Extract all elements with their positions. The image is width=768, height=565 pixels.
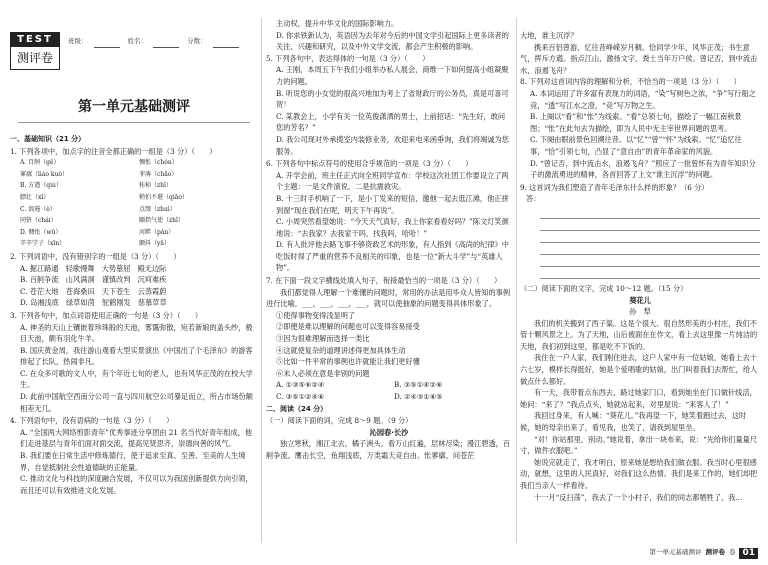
- q1-opt-d1[interactable]: D. 惆怅（wǔ）: [20, 228, 62, 236]
- article-para-7: 十一月“反扫荡”，我去了一个小村子，我们的同志都牺牲了，我...: [534, 492, 743, 502]
- q1-stem: 1. 下列各项中，加点字的注音全都正确的一组是（3 分）（ ）: [10, 146, 217, 156]
- question-7: [266, 275, 512, 403]
- q6-opt-d[interactable]: D. 有人批评他去路飞事不够资政艺术的形象，有人指到《高尚的纪律》中吃饭时得了严重的营养不良相关的印象，也是一位“新大斗学”与“英雄人物”。: [276, 240, 509, 273]
- q2-opt-c[interactable]: C. 苍茫大地 苍海桑田 天下苍生 云蒸霞蔚: [20, 286, 167, 296]
- q5-stem: 5. 下列各句中，表达得体的一句是（3 分）（ ）: [266, 53, 430, 63]
- q7-opt-a[interactable]: A. ①③⑤⑥②④: [276, 380, 325, 390]
- q1-opt-c2: 点缀（zhuì）: [139, 205, 176, 213]
- column-divider-2: [516, 18, 517, 543]
- q1-opt-d3: 辛辛学子（xīn）: [20, 240, 66, 248]
- q1-opt-c3: 同侪（chái）: [20, 217, 57, 225]
- q7-opt-d[interactable]: D. ②④③①⑥⑤: [394, 392, 443, 401]
- q2-stem: 2. 下列词语中，没有错别字的一组是（3 分）（ ）: [10, 251, 181, 261]
- q3-opt-c[interactable]: C. 在众多可歌的文人中，有个年近七旬的老人，也有风华正茂的在校大学生。: [20, 368, 253, 390]
- q2-opt-b[interactable]: B. 百舸争流 山风满洞 谨慎改判 沉疴难疾: [20, 275, 167, 285]
- question-8: [520, 76, 760, 180]
- q6-opt-b[interactable]: B. 十三时手机响了一下，是小丁发来的短信，邀他一起去逛江滩，他正拼到窗“现在我们在呢，明天下午再说”。: [276, 193, 509, 215]
- q1-opt-c1[interactable]: C. 浪遏（è）: [20, 205, 56, 213]
- q6-opt-a[interactable]: A. 开学会前，班主任正式向全班同学宣布：学校这次社团工作要设立了两个主题：一是文件演说，二是抗震救灾。: [276, 170, 509, 192]
- q1-opt-a1[interactable]: A. 百舸（gě）: [20, 159, 60, 167]
- q8-opt-a[interactable]: A. 本词运用了许多富有表现力的词语，“染”写树色之浓，“争”写行船之竞，“透”写江水之澄，“竞”写万物之生。: [530, 88, 756, 110]
- q3-stem: 3. 下列各句中，加点词语使用正确的一句是（3 分）（ ）: [10, 310, 203, 320]
- score-field-line[interactable]: [213, 40, 239, 48]
- question-9: [520, 182, 760, 279]
- q7-item-6: ⑥未人必须在意是非别的问题: [276, 368, 370, 378]
- question-5: [266, 53, 512, 157]
- q9-answer-label: 答：: [526, 194, 541, 204]
- student-info-row: [68, 36, 245, 48]
- q2-opt-a[interactable]: A. 掘江路通 轻歌慢舞 大势墓屈 殿无边际: [20, 263, 167, 273]
- q5-opt-a[interactable]: A. 王刚，本周五下午我们小组举办私人展会，商维一下如何提高小组凝聚力的问题。: [276, 65, 509, 86]
- q7-item-5: ⑤比如一件平常的事例也许就能让我们更好懂: [276, 357, 420, 367]
- q8-stem: 8. 下列对这首词内容的理解和分析，不恰当的一项是（3 分）（ ）: [520, 77, 741, 87]
- reading-1-instruction: （一）阅读下面的词，完成 8～9 题。（9 分）: [266, 416, 413, 426]
- q9-answer-lines[interactable]: [540, 207, 760, 279]
- q8-opt-d[interactable]: D. “曾记否，到中流击水，浪遏飞舟？”照应了一批曾怀有为青年知识分子的激流勇进的精神，各首回答了上文“谁主沉浮”的问题。: [530, 158, 756, 180]
- footer-label: 卷: [728, 548, 736, 557]
- q1-opt-b3: 膘壮（xī）: [20, 193, 50, 201]
- q8-opt-b[interactable]: B. 上阕以“看”和“怅”为线索。“看”总领七句，描绘了一幅江南秋景图；“怅”在此句去为描绘，即为人民中无主宰世界问题的思考。: [530, 112, 742, 133]
- q2-opt-d[interactable]: D. 岛湘浅底 绿草如茵 鸵鹤刚发 慈慕草草: [20, 298, 167, 308]
- q1-opt-b4: 稍怕不堪（qiāo）: [139, 193, 188, 201]
- footer-title: 第一单元基础测评: [649, 548, 702, 557]
- q1-opt-a4: 菲薄（chǎo）: [139, 170, 178, 178]
- class-field-label: 班级：: [68, 37, 88, 45]
- q6-opt-c[interactable]: C. 小周突然看望她说：“今天天气真好，我上你家看看好吗？”陈文灯笑颜地说：“去我家？去我家干吗，找我吗，哈哈！”: [276, 217, 509, 238]
- poem-line-1: 独立寒秋，湘江北去，橘子洲头。看万山红遍，层林尽染；漫江碧透，百舸争流。鹰击长空，鱼翔浅底，万类霜天竞自由。怅寥廓，问苍茫: [266, 439, 511, 460]
- q4-opt-d[interactable]: D. 你求铁新认为，英语因为去年对今后的中国文学引起国际上更多读者的关注、兴趣和研究，以及中外文学交流，都会产生积极的影响。: [276, 30, 509, 52]
- q1-opt-c4: 颐指气使（zhǐ）: [139, 217, 184, 225]
- column-1: [10, 134, 258, 497]
- column-2: [266, 18, 512, 462]
- column-divider-1: [261, 18, 262, 543]
- q3-opt-a[interactable]: A. 神圣的天山上镶嵌着珍珠般的天池，雾霭弥散，宛若新娘的盖头纱，极目天池，颇有羽化牛羊。: [20, 322, 253, 344]
- q4-opt-b[interactable]: B. 我们要在日常生活中修炼德行，使于追求至真、至善、至美的人生境界，自觉抵制社会性道德缺的正能量。: [20, 451, 246, 472]
- q1-opt-a3: 寥廓（liáo kuò）: [20, 170, 69, 178]
- q8-opt-c[interactable]: C. 下阕由眼前景色回溯往昔。以“忆”“曾”“怀”为线索。“忆”追忆往事，“恰”引领七句，凸显了“意自由”的青年革命家的风貌。: [530, 135, 742, 156]
- article-para-5: “对！你站那里，别动。”她说着，拿出一块布来，说：“先给你们量量尺寸，做件衣服吧。”: [520, 434, 758, 456]
- q1-opt-a2: 惆怅（chóu）: [139, 159, 178, 167]
- poem-cont: 大地，谁主沉浮？: [520, 31, 578, 40]
- title-rule: [18, 122, 250, 123]
- q6-stem: 6. 下列各句中标点符号的使用合乎规范的一项是（3 分）（ ）: [266, 159, 473, 169]
- q7-item-4: ④这就使复杂的道理讲述得更加具体生动: [276, 345, 406, 355]
- logo-exam-text: 测评卷: [16, 51, 53, 65]
- q4-stem: 4. 下列语句中，没有语病的一句是（3 分）（ ）: [10, 416, 174, 426]
- test-logo: [10, 32, 60, 70]
- question-6: [266, 158, 512, 274]
- page-number: 01: [739, 548, 758, 559]
- article-para-1: 我们的机关搬到了西子渠。这是个很大、很自然形美的小村庄，我们不管十颗风景之上。为了天地，山后被面在在作文，看上去这里像一片纯洁的天地，我们初到这里，都是吃不下饭的。: [520, 318, 758, 351]
- poem-title: 沁园春·长沙: [369, 427, 409, 437]
- article-para-6: 她说完就走了，我才明白，原来她是想给我们做衣服。我当时心里很感动，就想，这里的人民真好，对我们这么热情。我们是来工作的，她们却把我们当亲人一样看待。: [520, 457, 758, 490]
- q1-opt-d4: 颤抖（yǎ）: [139, 240, 170, 248]
- article-para-3: 有一天，我带着点东西去，路过她家门口，看到她坐在门口做针线活，她问：“来了？”我点点头，她就站起来，对里屋说：“来客人了！”: [520, 388, 757, 409]
- question-1: [10, 146, 258, 250]
- q7-stem: 7. 在下面一段文字横线处填入句子，衔接最恰当的一项是（3 分）（ ）: [266, 276, 502, 286]
- score-field-label: 分数：: [187, 37, 207, 45]
- name-field-label: 姓名：: [127, 37, 148, 45]
- q7-item-1: ①使得事物变得浅显明了: [276, 310, 356, 320]
- q4-tail: 主动权，提升中华文化的国际影响力。: [276, 19, 399, 28]
- article-title: 葵花儿: [629, 295, 651, 305]
- q3-opt-d[interactable]: D. 此前中国航空西南分公司一直与四川航空公司暴足而立，所占市场份额相差无几。: [20, 392, 253, 413]
- question-2: [10, 251, 258, 309]
- q1-opt-b2: 桂棹（zhī）: [139, 182, 172, 190]
- q7-opt-b[interactable]: B. ③⑤①④②⑥: [394, 380, 443, 390]
- q5-opt-b[interactable]: B. 听说您的小女觉的很高兴地加为考上了省财政厅的公务员，真是可喜可贺！: [276, 88, 509, 110]
- question-3: [10, 310, 258, 414]
- q4-opt-c[interactable]: C. 推动文化与科技的深度融合发展，不仅可以为我国创新提供方向引领，而且还可以有效推进文化发展。: [20, 474, 253, 495]
- column-3: [520, 30, 760, 503]
- section-1-heading: 一、基础知识（21 分）: [10, 135, 86, 143]
- q1-opt-b1[interactable]: B. 方遒（qiú）: [20, 182, 62, 190]
- poem-cont-2: 携来百侣曾游，忆往昔峥嵘岁月稠。恰同学少年，风华正茂；书生意气，挥斥方遒。指点江山，激扬文字，粪土当年万户侯。曾记否，到中流击水，浪遏飞舟？: [520, 42, 758, 75]
- q3-opt-b[interactable]: B. 国庆黄金周，我往游山观看大型实景演出《中国出了个毛泽东》的游客排起了长队，热闹非凡。: [20, 345, 253, 367]
- article-author: 孙 犁: [629, 307, 651, 317]
- page-title: 第一单元基础测评: [78, 99, 190, 115]
- q7-item-2: ②即便是难以理解的问题也可以变得容易接受: [276, 322, 420, 332]
- q5-opt-c[interactable]: C. 某教会上，小学有关一位英俊潇洒的男士，上前招话：“先生好，敢问您的芳名？”: [276, 111, 506, 133]
- q4-opt-a[interactable]: A. “全国两大网络剪影青年”优秀事迹分享团由 21 名当代好青年组成，他们走进基层与青年们面对面交流，提高见贤思齐，崇德向善的风气。: [20, 427, 253, 449]
- q7-passage: 我们都觉得人理解一个难懂的问题时，常用的办法是用毕众人皆知的事例进行比喻，___，___，___，___，就可以使抽象的问题变得具体形象了。: [266, 287, 511, 309]
- class-field-line[interactable]: [94, 40, 120, 48]
- footer-brand: 测评卷: [705, 548, 725, 557]
- page-footer: [649, 547, 758, 559]
- reading-2-instruction: （二）阅读下面的文字，完成 10～12 题。（15 分）: [520, 283, 688, 293]
- q7-item-3: ③因为很难理解而选择一类比: [276, 334, 370, 344]
- q9-stem: 9. 这首词为我们塑造了青年毛泽东什么样的形象？（6 分）: [520, 182, 709, 192]
- question-4: [10, 415, 258, 496]
- q1-opt-d2: 河畔（pàn）: [139, 228, 175, 236]
- article-para-2: 我住在一户人家，我们刚住进去，这户人家中有一位姑娘，她看上去十六七岁，模样长得挺好，她是个爱唱歌的姑娘，出门叫着我们去帮忙，给人做点什么都好。: [520, 353, 758, 386]
- q7-opt-c[interactable]: C. ③⑤①②④⑥: [276, 392, 325, 401]
- q5-opt-d[interactable]: D. 我公司现对外承揽室内装修业务，欢迎来电来函垂询，我们将竭诚为您服务。: [276, 134, 509, 156]
- section-2-heading: 二、阅读（24 分）: [266, 404, 328, 413]
- name-field-line[interactable]: [153, 40, 179, 48]
- article-para-4: 我回过身来，有人喊：“葵花儿。”我再望一下，她笑着跑过去，这时候，她的母亲出来了，看见我，也笑了，请我到屋里坐。: [520, 411, 747, 433]
- logo-test-text: TEST: [11, 33, 59, 47]
